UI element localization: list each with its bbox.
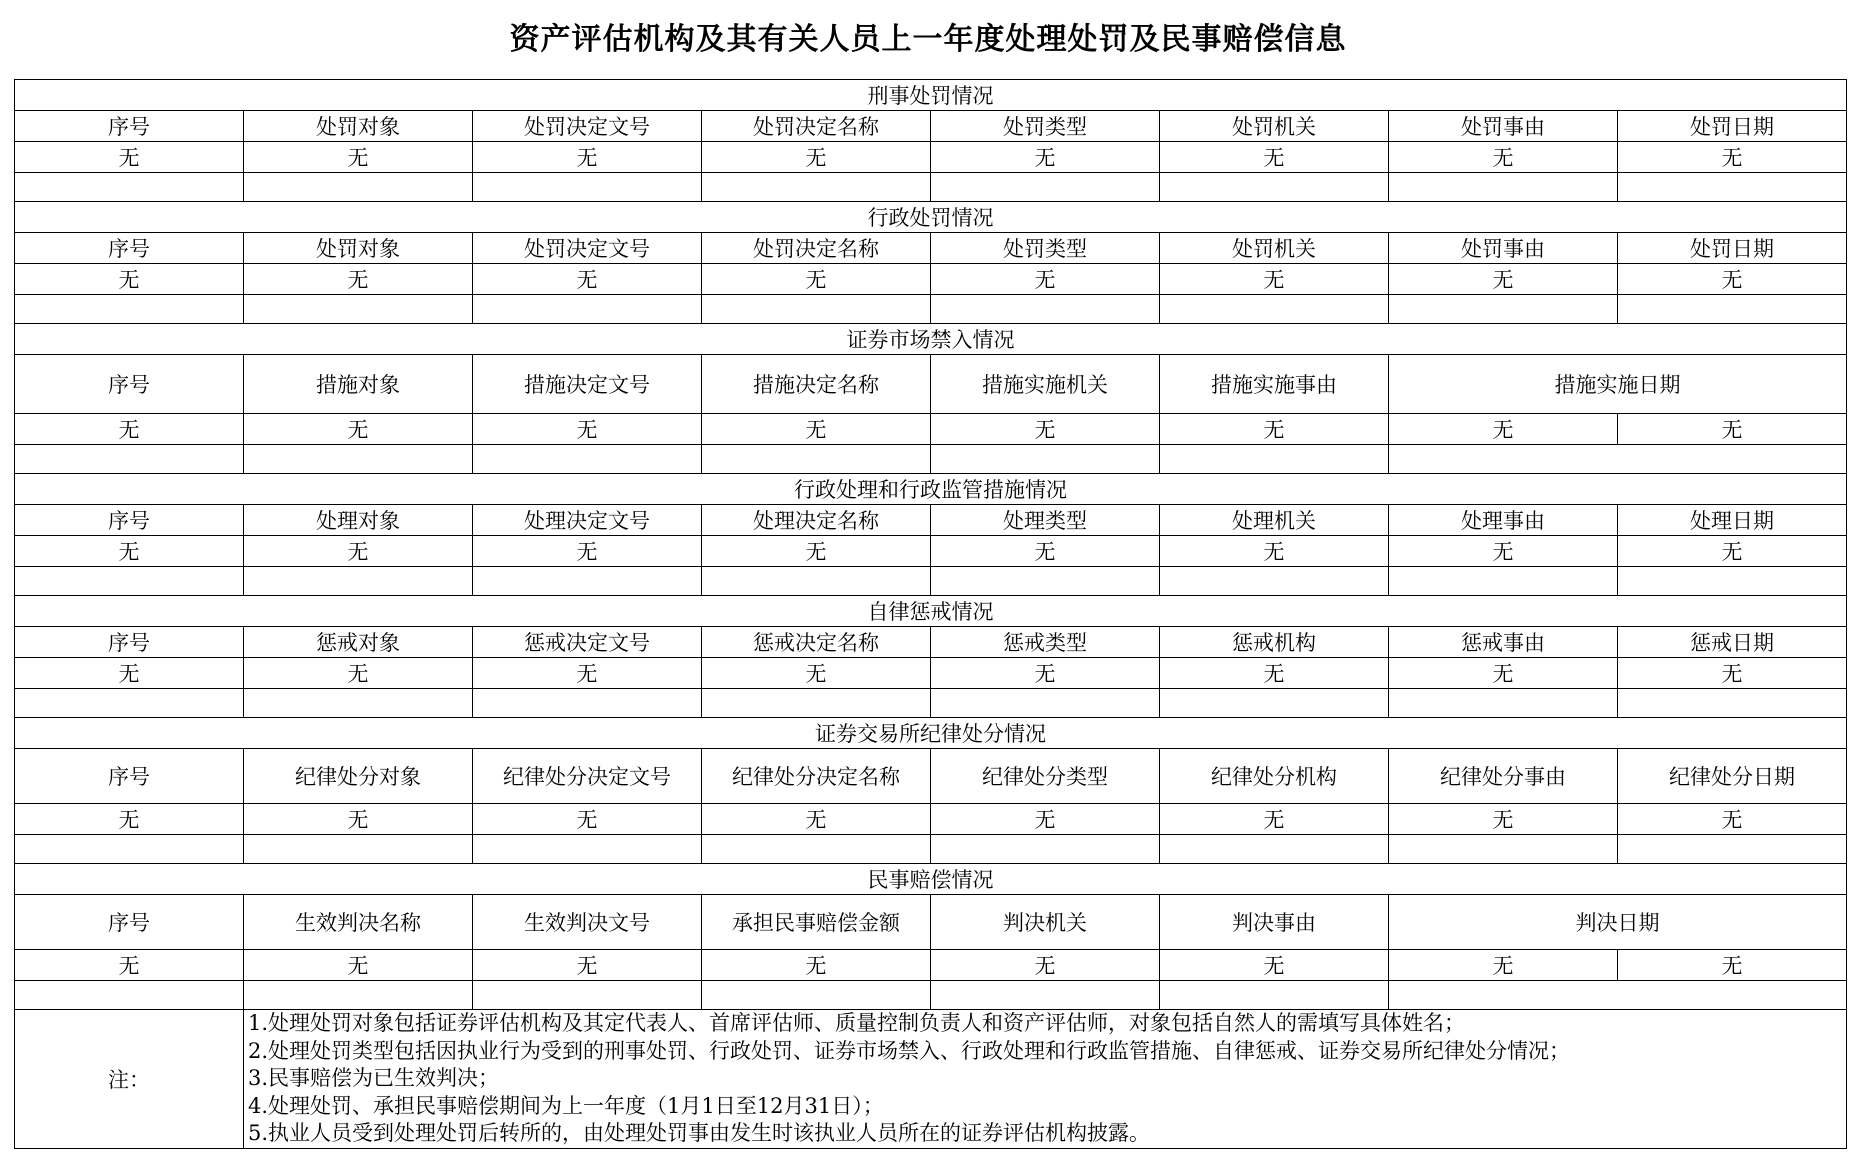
column-header: 惩戒对象 — [244, 627, 473, 658]
column-header: 序号 — [15, 749, 244, 804]
table-cell: 无 — [244, 142, 473, 173]
column-header: 处罚日期 — [1618, 111, 1847, 142]
table-cell: 无 — [931, 264, 1160, 295]
empty-cell — [1160, 445, 1389, 474]
column-header: 处理机关 — [1160, 505, 1389, 536]
table-cell: 无 — [702, 414, 931, 445]
column-header: 处理事由 — [1389, 505, 1618, 536]
empty-cell — [244, 981, 473, 1010]
column-header: 处罚日期 — [1618, 233, 1847, 264]
table-cell: 无 — [244, 950, 473, 981]
column-header: 措施实施事由 — [1160, 355, 1389, 414]
column-header: 序号 — [15, 111, 244, 142]
column-header: 处理决定文号 — [473, 505, 702, 536]
empty-cell — [473, 835, 702, 864]
empty-cell — [473, 567, 702, 596]
empty-cell — [244, 445, 473, 474]
column-header: 判决日期 — [1389, 895, 1847, 950]
empty-cell — [1389, 445, 1847, 474]
table-cell: 无 — [931, 414, 1160, 445]
section-heading-administrative-measures: 行政处理和行政监管措施情况 — [15, 474, 1847, 505]
empty-cell — [702, 981, 931, 1010]
empty-cell — [1618, 567, 1847, 596]
empty-cell — [1389, 567, 1618, 596]
empty-cell — [1389, 689, 1618, 718]
note-line: 1.处理处罚对象包括证券评估机构及其定代表人、首席评估师、质量控制负责人和资产评估师，对象包括自然人的需填写具体姓名； — [248, 1011, 1466, 1035]
column-header: 承担民事赔偿金额 — [702, 895, 931, 950]
empty-cell — [1160, 567, 1389, 596]
column-header: 序号 — [15, 355, 244, 414]
empty-cell — [702, 173, 931, 202]
table-cell: 无 — [1160, 804, 1389, 835]
empty-cell — [244, 835, 473, 864]
column-header: 处罚决定文号 — [473, 111, 702, 142]
column-header: 惩戒决定名称 — [702, 627, 931, 658]
table-cell: 无 — [1160, 414, 1389, 445]
section-heading-self-discipline: 自律惩戒情况 — [15, 596, 1847, 627]
empty-cell — [931, 567, 1160, 596]
table-cell: 无 — [1389, 804, 1618, 835]
notes-label: 注： — [15, 1010, 244, 1149]
column-header: 判决事由 — [1160, 895, 1389, 950]
column-header: 处罚对象 — [244, 233, 473, 264]
column-header: 纪律处分事由 — [1389, 749, 1618, 804]
empty-cell — [931, 173, 1160, 202]
empty-cell — [15, 173, 244, 202]
column-header: 处理类型 — [931, 505, 1160, 536]
table-cell: 无 — [244, 264, 473, 295]
empty-cell — [15, 981, 244, 1010]
note-line: 3.民事赔偿为已生效判决； — [248, 1066, 500, 1090]
empty-cell — [702, 567, 931, 596]
empty-cell — [1618, 835, 1847, 864]
column-header: 纪律处分日期 — [1618, 749, 1847, 804]
empty-cell — [1618, 173, 1847, 202]
section-heading-criminal: 刑事处罚情况 — [15, 80, 1847, 111]
table-cell: 无 — [1389, 264, 1618, 295]
column-header: 处理日期 — [1618, 505, 1847, 536]
table-cell: 无 — [1618, 950, 1847, 981]
table-cell: 无 — [15, 536, 244, 567]
empty-cell — [244, 295, 473, 324]
table-cell: 无 — [1160, 658, 1389, 689]
table-cell: 无 — [1618, 142, 1847, 173]
column-header: 纪律处分决定文号 — [473, 749, 702, 804]
empty-cell — [473, 689, 702, 718]
table-cell: 无 — [702, 658, 931, 689]
note-line: 2.处理处罚类型包括因执业行为受到的刑事处罚、行政处罚、证券市场禁入、行政处理和行政监管措施、自律惩戒、证券交易所纪律处分情况； — [248, 1038, 1571, 1063]
empty-cell — [473, 981, 702, 1010]
table-cell: 无 — [15, 658, 244, 689]
column-header: 判决机关 — [931, 895, 1160, 950]
table-cell: 无 — [931, 658, 1160, 689]
empty-cell — [15, 689, 244, 718]
column-header: 序号 — [15, 627, 244, 658]
note-line: 4.处理处罚、承担民事赔偿期间为上一年度（1月1日至12月31日）； — [248, 1093, 884, 1118]
column-header: 处罚决定名称 — [702, 233, 931, 264]
empty-cell — [1160, 835, 1389, 864]
table-cell: 无 — [1389, 414, 1618, 445]
empty-cell — [1389, 295, 1618, 324]
section-heading-civil-compensation: 民事赔偿情况 — [15, 864, 1847, 895]
table-cell: 无 — [1389, 950, 1618, 981]
column-header: 序号 — [15, 895, 244, 950]
table-cell: 无 — [702, 536, 931, 567]
column-header: 惩戒决定文号 — [473, 627, 702, 658]
section-heading-exchange-discipline: 证券交易所纪律处分情况 — [15, 718, 1847, 749]
column-header: 处罚类型 — [931, 233, 1160, 264]
table-cell: 无 — [473, 414, 702, 445]
table-cell: 无 — [1160, 142, 1389, 173]
section-heading-administrative-penalty: 行政处罚情况 — [15, 202, 1847, 233]
table-cell: 无 — [244, 658, 473, 689]
table-cell: 无 — [244, 414, 473, 445]
column-header: 措施决定名称 — [702, 355, 931, 414]
table-cell: 无 — [473, 142, 702, 173]
column-header: 措施实施机关 — [931, 355, 1160, 414]
table-cell: 无 — [15, 264, 244, 295]
table-cell: 无 — [1618, 804, 1847, 835]
column-header: 措施对象 — [244, 355, 473, 414]
column-header: 纪律处分机构 — [1160, 749, 1389, 804]
empty-cell — [702, 835, 931, 864]
empty-cell — [1160, 295, 1389, 324]
empty-cell — [1389, 835, 1618, 864]
column-header: 处罚机关 — [1160, 111, 1389, 142]
empty-cell — [473, 295, 702, 324]
table-cell: 无 — [1618, 264, 1847, 295]
table-cell: 无 — [1160, 950, 1389, 981]
empty-cell — [702, 295, 931, 324]
table-cell: 无 — [702, 264, 931, 295]
empty-cell — [1618, 295, 1847, 324]
empty-cell — [931, 445, 1160, 474]
empty-cell — [702, 445, 931, 474]
column-header: 序号 — [15, 233, 244, 264]
table-cell: 无 — [244, 536, 473, 567]
table-cell: 无 — [702, 950, 931, 981]
table-cell: 无 — [473, 264, 702, 295]
empty-cell — [931, 295, 1160, 324]
table-cell: 无 — [15, 804, 244, 835]
column-header: 处罚类型 — [931, 111, 1160, 142]
empty-cell — [1160, 689, 1389, 718]
table-cell: 无 — [1160, 536, 1389, 567]
column-header: 措施决定文号 — [473, 355, 702, 414]
column-header: 纪律处分类型 — [931, 749, 1160, 804]
empty-cell — [15, 445, 244, 474]
table-cell: 无 — [1618, 414, 1847, 445]
empty-cell — [473, 173, 702, 202]
table-cell: 无 — [931, 950, 1160, 981]
empty-cell — [1389, 173, 1618, 202]
table-cell: 无 — [1389, 142, 1618, 173]
empty-cell — [244, 173, 473, 202]
column-header: 纪律处分对象 — [244, 749, 473, 804]
column-header: 惩戒机构 — [1160, 627, 1389, 658]
empty-cell — [931, 689, 1160, 718]
notes-text — [244, 1010, 1847, 1149]
column-header: 惩戒类型 — [931, 627, 1160, 658]
column-header: 惩戒日期 — [1618, 627, 1847, 658]
section-heading-market-ban: 证券市场禁入情况 — [15, 324, 1847, 355]
column-header: 处罚决定名称 — [702, 111, 931, 142]
table-cell: 无 — [702, 804, 931, 835]
table-cell: 无 — [1618, 658, 1847, 689]
note-line: 5.执业人员受到处理处罚后转所的，由处理处罚事由发生时该执业人员所在的证券评估机构披露。 — [248, 1121, 1151, 1145]
column-header: 处理对象 — [244, 505, 473, 536]
column-header: 处罚机关 — [1160, 233, 1389, 264]
empty-cell — [1160, 173, 1389, 202]
empty-cell — [15, 835, 244, 864]
table-cell: 无 — [473, 536, 702, 567]
empty-cell — [1389, 981, 1847, 1010]
empty-cell — [15, 567, 244, 596]
table-cell: 无 — [15, 950, 244, 981]
column-header: 处理决定名称 — [702, 505, 931, 536]
table-cell: 无 — [1618, 536, 1847, 567]
table-cell: 无 — [15, 142, 244, 173]
page-title: 资产评估机构及其有关人员上一年度处理处罚及民事赔偿信息 — [509, 22, 1347, 57]
empty-cell — [244, 567, 473, 596]
column-header: 惩戒事由 — [1389, 627, 1618, 658]
empty-cell — [244, 689, 473, 718]
table-cell: 无 — [931, 804, 1160, 835]
column-header: 序号 — [15, 505, 244, 536]
table-cell: 无 — [931, 536, 1160, 567]
empty-cell — [931, 981, 1160, 1010]
column-header: 措施实施日期 — [1389, 355, 1847, 414]
empty-cell — [1160, 981, 1389, 1010]
empty-cell — [1618, 689, 1847, 718]
table-cell: 无 — [931, 142, 1160, 173]
column-header: 生效判决文号 — [473, 895, 702, 950]
empty-cell — [15, 295, 244, 324]
column-header: 处罚事由 — [1389, 233, 1618, 264]
table-cell: 无 — [244, 804, 473, 835]
table-cell: 无 — [702, 142, 931, 173]
table-cell: 无 — [1389, 658, 1618, 689]
empty-cell — [473, 445, 702, 474]
column-header: 处罚决定文号 — [473, 233, 702, 264]
column-header: 纪律处分决定名称 — [702, 749, 931, 804]
table-cell: 无 — [473, 658, 702, 689]
empty-cell — [931, 835, 1160, 864]
disclosure-table — [14, 79, 1847, 1149]
table-cell: 无 — [473, 950, 702, 981]
table-cell: 无 — [473, 804, 702, 835]
empty-cell — [702, 689, 931, 718]
table-cell: 无 — [1160, 264, 1389, 295]
column-header: 生效判决名称 — [244, 895, 473, 950]
table-cell: 无 — [1389, 536, 1618, 567]
column-header: 处罚事由 — [1389, 111, 1618, 142]
column-header: 处罚对象 — [244, 111, 473, 142]
table-cell: 无 — [15, 414, 244, 445]
